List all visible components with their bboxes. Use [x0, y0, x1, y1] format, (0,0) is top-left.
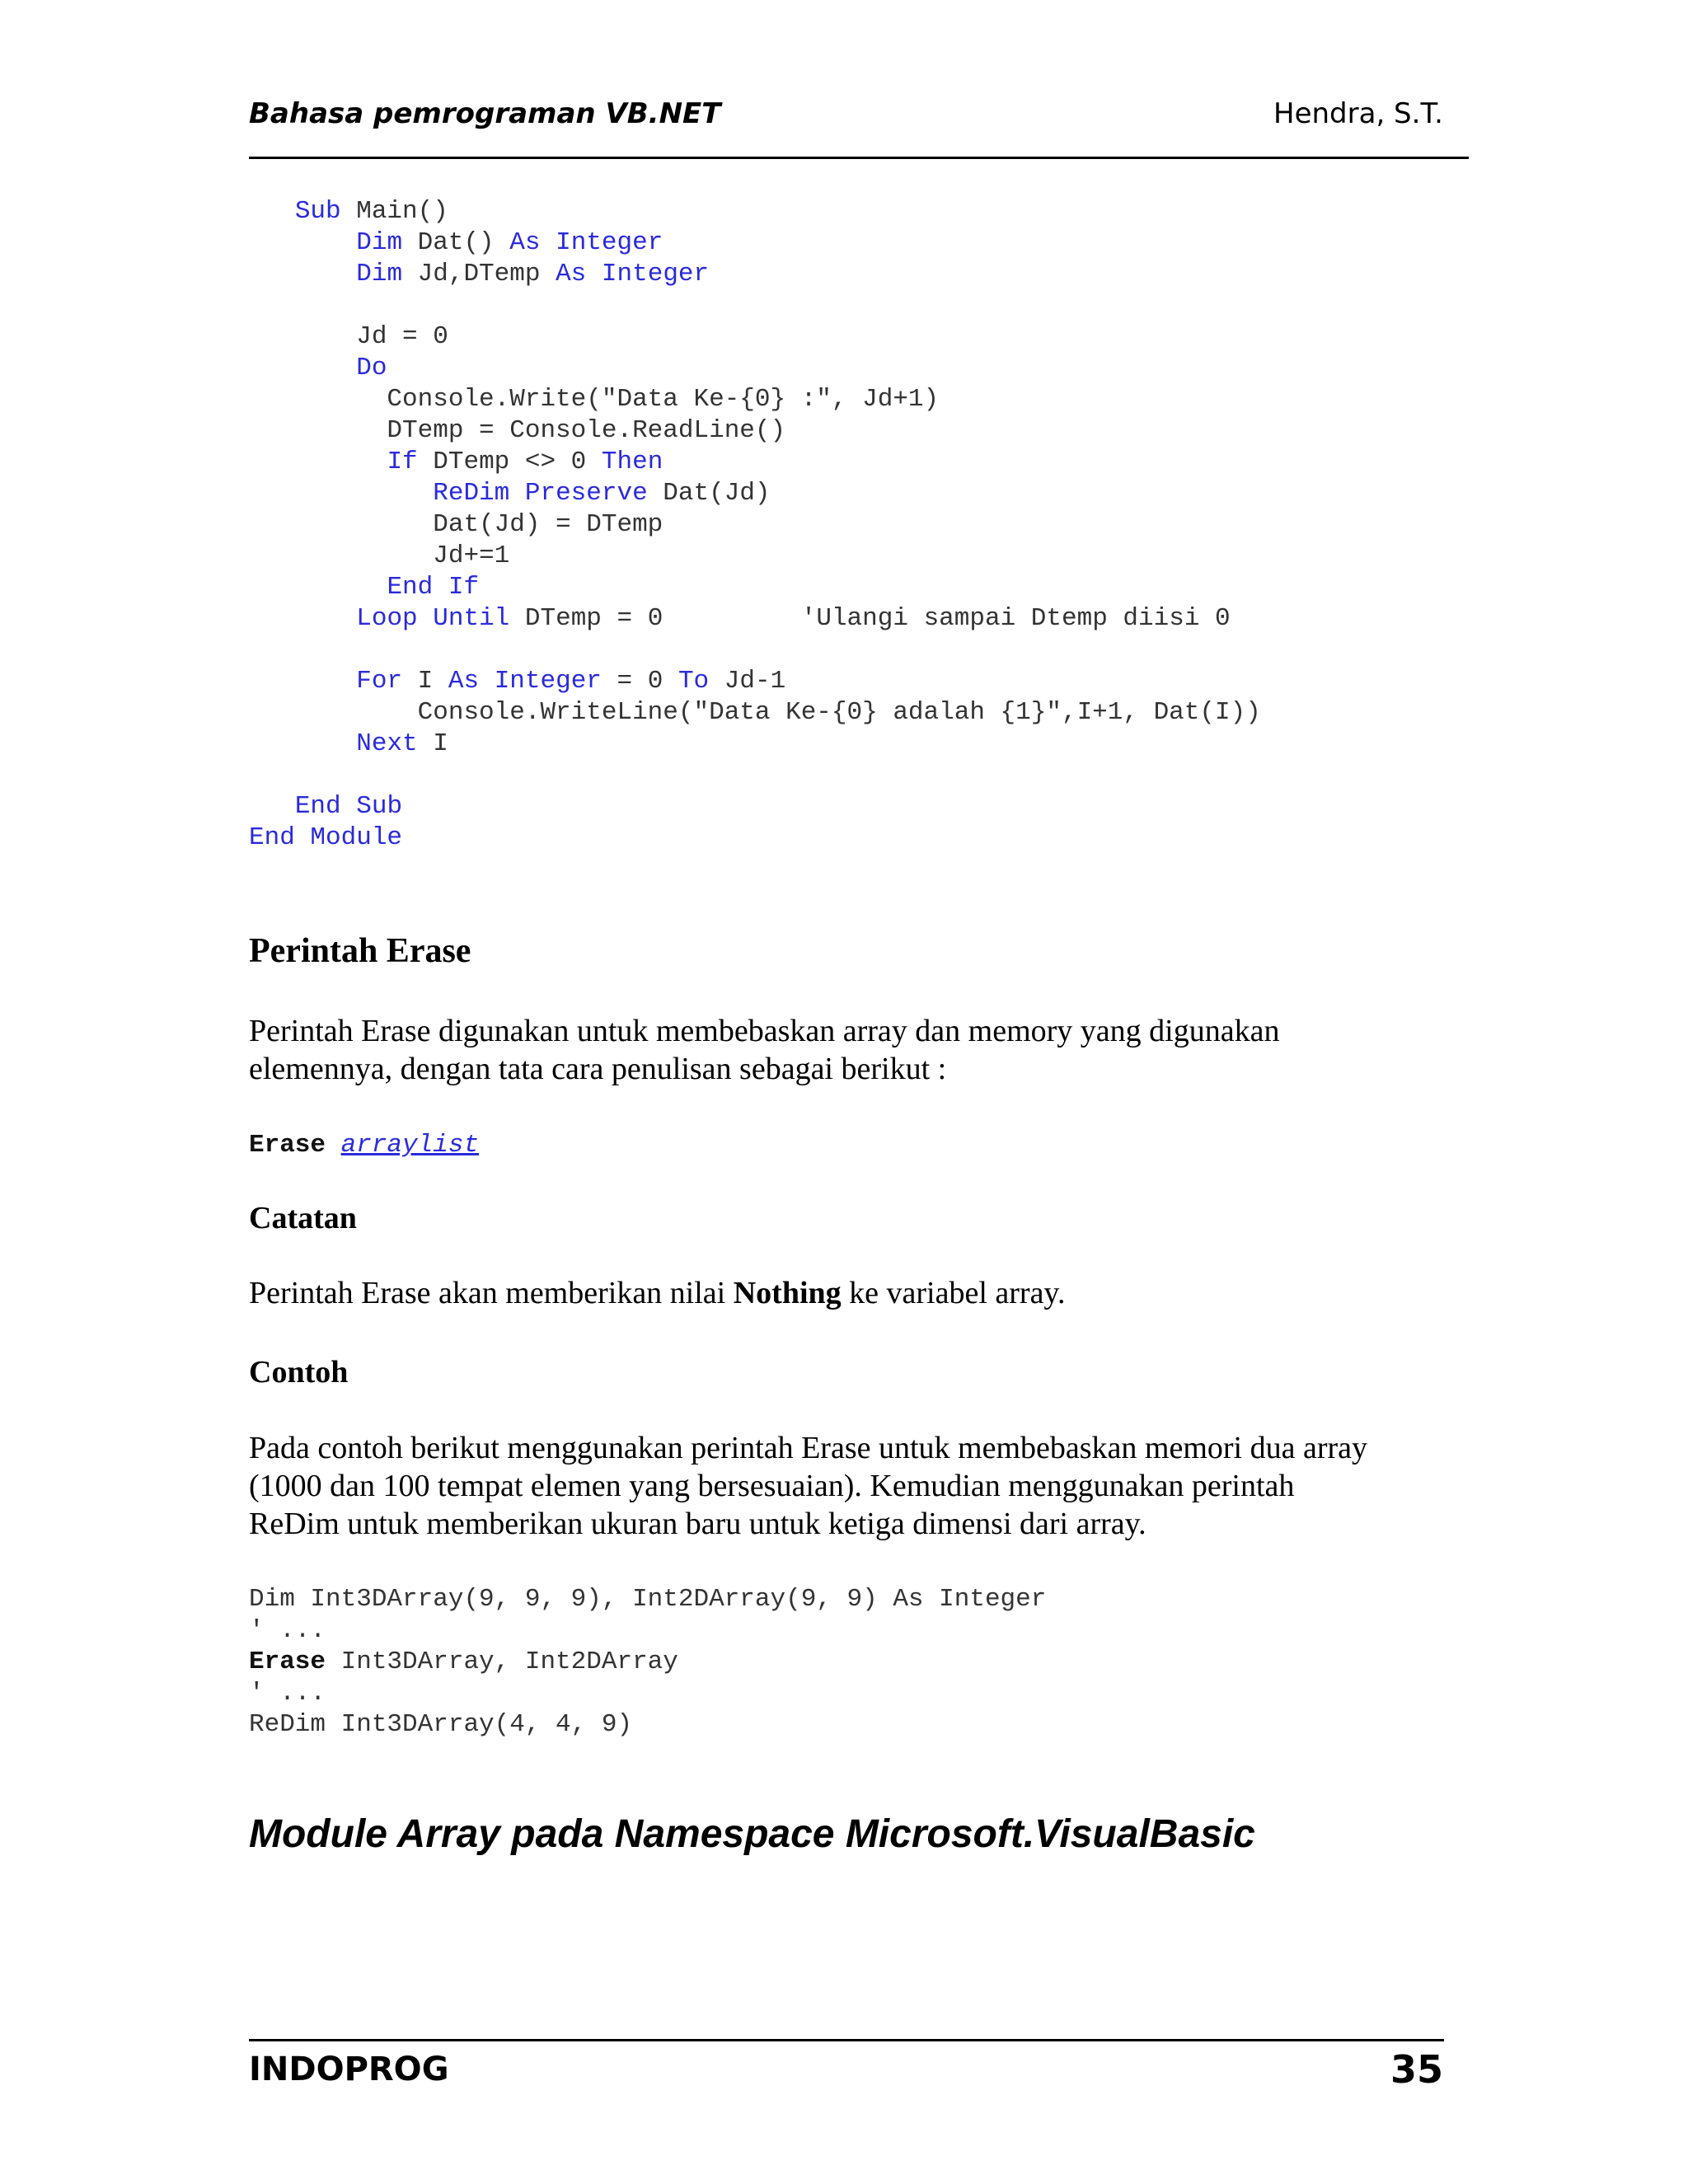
- header-rule: [249, 157, 1469, 159]
- code-line: [249, 635, 1261, 666]
- heading-contoh: Contoh: [249, 1355, 349, 1390]
- code-line: ' ...: [249, 1616, 326, 1645]
- catatan-text-bold: Nothing: [733, 1276, 842, 1310]
- catatan-text-after: ke variabel array.: [841, 1276, 1066, 1310]
- code-line: ReDim Int3DArray(4, 4, 9): [249, 1710, 633, 1739]
- paragraph-line: Pada contoh berikut menggunakan perintah Erase untuk membebaskan memori dua array: [249, 1431, 1367, 1465]
- syntax-param-link[interactable]: arraylist: [340, 1131, 480, 1160]
- heading-module-array: Module Array pada Namespace Microsoft.VisualBasic: [249, 1812, 1255, 1856]
- code-line: Loop Until DTemp = 0 'Ulangi sampai Dtemp diisi 0: [356, 604, 1231, 633]
- code-line: Jd = 0: [249, 322, 448, 351]
- code-line: Next I: [356, 729, 448, 758]
- code-line: DTemp = Console.ReadLine(): [249, 416, 786, 445]
- heading-perintah-erase: Perintah Erase: [249, 932, 471, 970]
- code-block-main: [249, 196, 1261, 854]
- code-line: [249, 290, 1261, 321]
- paragraph-line: (1000 dan 100 tempat elemen yang bersesuaian). Kemudian menggunakan perintah: [249, 1469, 1295, 1503]
- code-line: If DTemp <> 0 Then: [387, 448, 663, 476]
- code-line: Console.WriteLine("Data Ke-{0} adalah {1}",I+1, Dat(I)): [249, 698, 1261, 727]
- header-author: Hendra, S.T.: [1273, 97, 1443, 130]
- page-number: 35: [1390, 2047, 1443, 2092]
- paragraph-contoh: [249, 1429, 1469, 1543]
- paragraph-line: elemennya, dengan tata cara penulisan sebagai berikut :: [249, 1052, 947, 1086]
- header-title: Bahasa pemrograman VB.NET: [249, 97, 721, 130]
- code-line: End Module: [249, 823, 403, 852]
- code-line: Jd+=1: [249, 541, 510, 570]
- code-line: Erase Int3DArray, Int2DArray: [249, 1647, 678, 1676]
- code-line: For I As Integer = 0 To Jd-1: [356, 667, 786, 696]
- code-line: Dat(Jd) = DTemp: [249, 510, 663, 539]
- code-line: ' ...: [249, 1679, 326, 1708]
- heading-catatan: Catatan: [249, 1201, 357, 1235]
- code-line: Console.Write("Data Ke-{0} :", Jd+1): [249, 385, 940, 414]
- code-line: ReDim Preserve Dat(Jd): [433, 479, 771, 508]
- paragraph-line: ReDim untuk memberikan ukuran baru untuk ketiga dimensi dari array.: [249, 1507, 1146, 1541]
- catatan-text-before: Perintah Erase akan memberikan nilai: [249, 1276, 734, 1310]
- code-line: Sub Main(): [294, 197, 448, 226]
- code-line: End If: [387, 573, 480, 602]
- code-line: Dim Jd,DTemp As Integer: [356, 260, 710, 288]
- paragraph-catatan: [249, 1274, 1469, 1312]
- paragraph-erase: [249, 1012, 1469, 1088]
- erase-syntax: [249, 1131, 479, 1160]
- syntax-keyword: Erase: [249, 1131, 326, 1160]
- code-line: Dim Int3DArray(9, 9, 9), Int2DArray(9, 9) As Integer: [249, 1585, 1047, 1614]
- code-line: Dim Dat() As Integer: [356, 228, 663, 257]
- code-line: [249, 760, 1261, 791]
- footer-rule: [249, 2039, 1444, 2041]
- code-block-contoh: [249, 1584, 1046, 1741]
- code-line: End Sub: [294, 792, 403, 821]
- footer-publisher: INDOPROG: [249, 2050, 449, 2088]
- code-line: Do: [356, 354, 387, 382]
- paragraph-line: Perintah Erase digunakan untuk membebaskan array dan memory yang digunakan: [249, 1014, 1280, 1048]
